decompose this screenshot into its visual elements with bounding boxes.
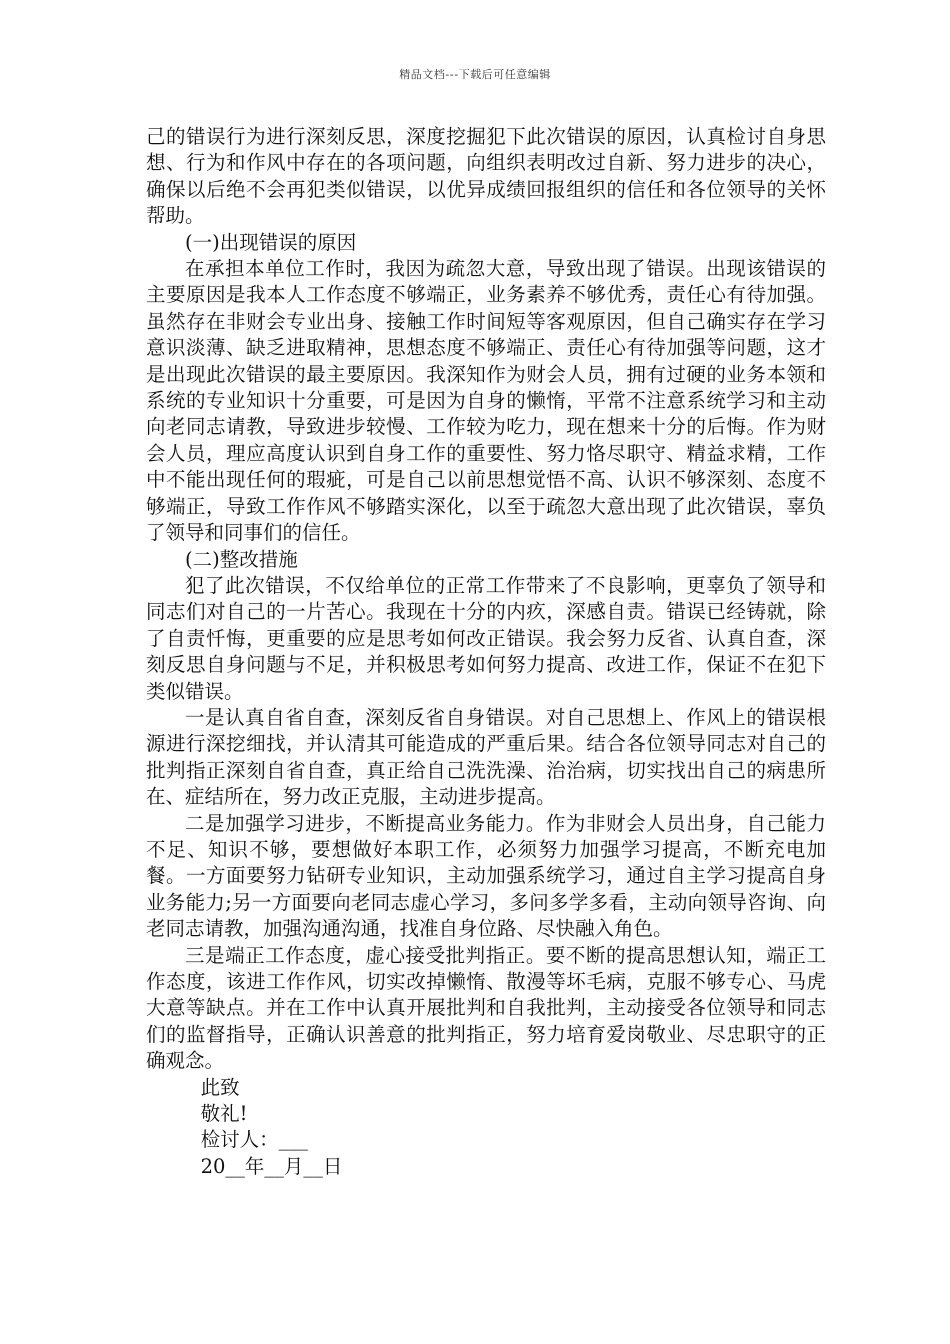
paragraph-measure-two: 二是加强学习进步，不断提高业务能力。作为非财会人员出身，自己能力不足、知识不够，要想做好本职工作，必须努力加强学习提高，不断充电加餐。一方面要努力钻研专业知识，主动加强系统学习，通过自主学习提高自身业务能力;另一方面要向老同志虚心学习，多问多学多看，主动向领导咨询、向老同志请教，加强沟通沟通，找准自身位路、尽快融入角色。 (146, 811, 826, 941)
paragraph-measure-one: 一是认真自省自查，深刻反省自身错误。对自己思想上、作风上的错误根源进行深挖细找，并认清其可能造成的严重后果。结合各位领导同志对自己的批判指正深刻自省自查，真正给自己洗洗澡、治治病，切实找出自己的病患所在、症结所在，努力改正克服，主动进步提高。 (146, 705, 826, 809)
paragraph-measure-three: 三是端正工作态度，虚心接受批判指正。要不断的提高思想认知，端正工作态度，该进工作作风，切实改掉懒惰、散漫等坏毛病，克服不够专心、马虎大意等缺点。并在工作中认真开展批判和自我批判，主动接受各位领导和同志们的监督指导，正确认识善意的批判指正，努力培育爱岗敬业、尽忠职守的正确观念。 (146, 943, 826, 1073)
section-heading-causes: (一)出现错误的原因 (185, 230, 357, 254)
document-body (146, 124, 826, 1180)
page-header: 精品文档---下载后可任意编辑 (399, 68, 551, 81)
closing-regards: 敬礼! (200, 1102, 248, 1126)
paragraph-causes: 在承担本单位工作时，我因为疏忽大意，导致出现了错误。出现该错误的主要原因是我本人工作态度不够端正，业务素养不够优秀，责任心有待加强。虽然存在非财会专业出身、接触工作时间短等客观原因，但自己确实存在学习意识淡薄、缺乏进取精神，思想态度不够端正、责任心有待加强等问题，这才是出现此次错误的最主要原因。我深知作为财会人员，拥有过硬的业务本领和系统的专业知识十分重要，可是因为自身的懒惰，平常不注意系统学习和主动向老同志请教，导致进步较慢、工作较为吃力，现在想来十分的后悔。作为财会人员，理应高度认识到自身工作的重要性、努力恪尽职守、精益求精，工作中不能出现任何的瑕疵，可是自己以前思想觉悟不高、认识不够深刻、态度不够端正，导致工作作风不够踏实深化，以至于疏忽大意出现了此次错误，辜负了领导和同事们的信任。 (146, 257, 826, 545)
date-line: 20__年__月__日 (200, 1154, 343, 1178)
closing-salutation: 此致 (200, 1075, 240, 1099)
signer-line: 检讨人：___ (200, 1128, 308, 1152)
paragraph-measures: 犯了此次错误，不仅给单位的正常工作带来了不良影响，更辜负了领导和同志们对自己的一片苦心。我现在十分的内疚，深感自责。错误已经铸就，除了自责忏悔，更重要的应是思考如何改正错误。我会努力反省、认真自查，深刻反思自身问题与不足，并积极思考如何努力提高、改进工作，保证不在犯下类似错误。 (146, 573, 826, 703)
section-heading-measures: (二)整改措施 (185, 547, 298, 571)
paragraph-intro: 己的错误行为进行深刻反思，深度挖掘犯下此次错误的原因，认真检讨自身思想、行为和作风中存在的各项问题，向组织表明改过自新、努力进步的决心，确保以后绝不会再犯类似错误，以优异成绩回报组织的信任和各位领导的关怀帮助。 (146, 125, 826, 228)
